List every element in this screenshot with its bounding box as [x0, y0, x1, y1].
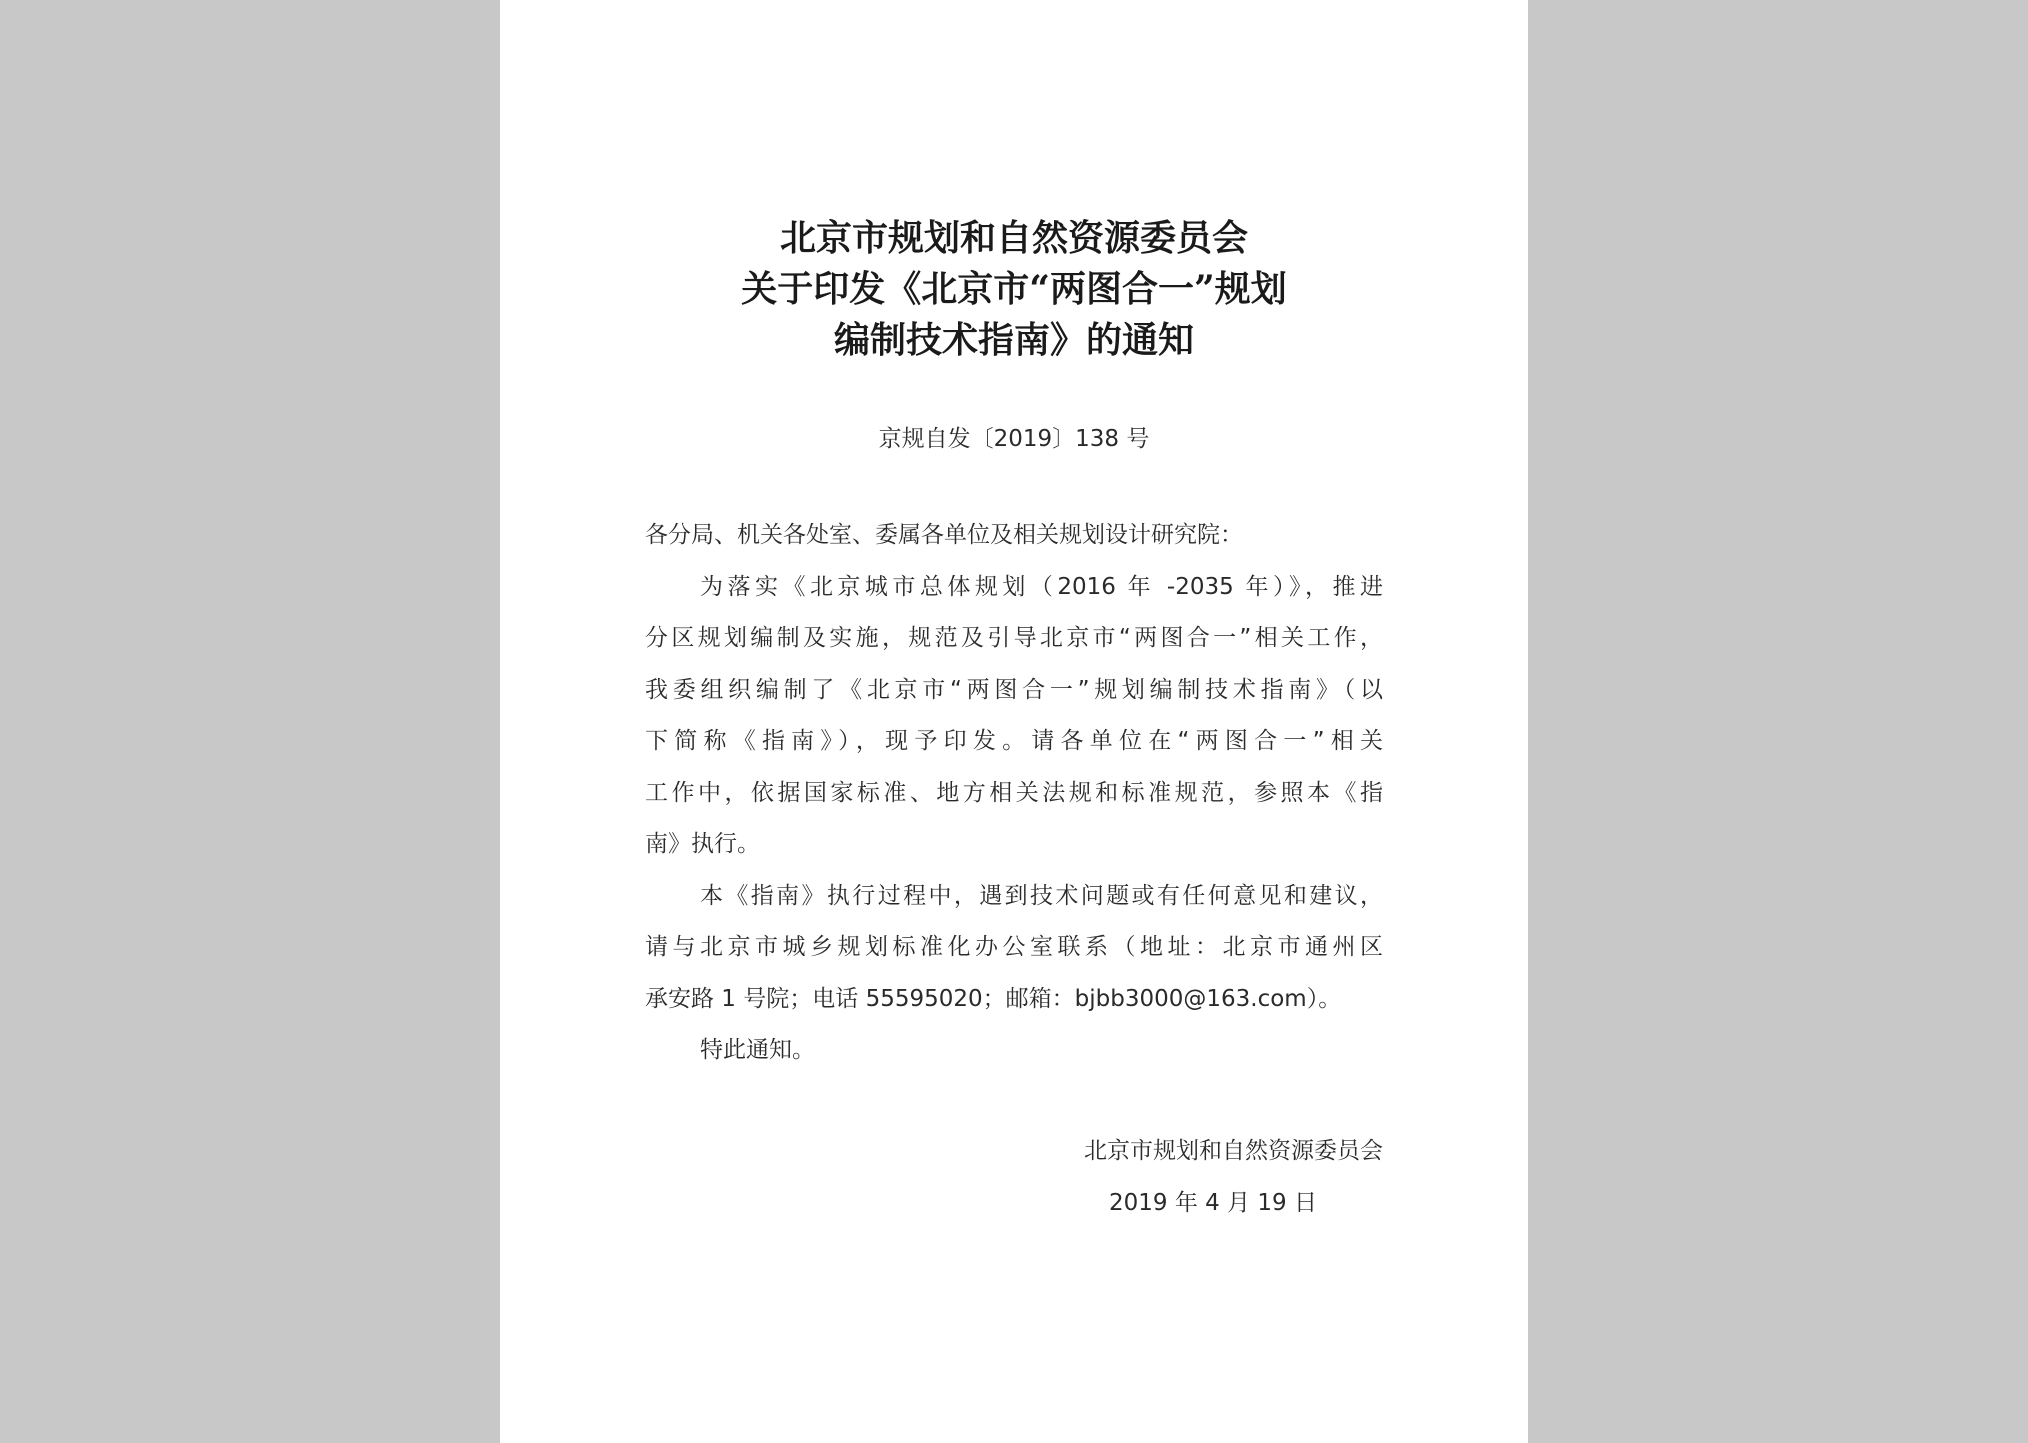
paragraph2-line-3: 承安路 1 号院；电话 55595020；邮箱：bjbb3000@163.com）。 — [645, 986, 1342, 1012]
title-line-1: 北京市规划和自然资源委员会 — [779, 217, 1248, 259]
closing-line: 特此通知。 — [700, 1037, 815, 1063]
signature-organization: 北京市规划和自然资源委员会 — [1084, 1138, 1383, 1164]
signature-date: 2019 年 4 月 19 日 — [1109, 1190, 1317, 1216]
title-line-2: 关于印发《北京市“两图合一”规划 — [741, 268, 1287, 310]
paragraph1-line-2: 分区规划编制及实施，规范及引导北京市“两图合一”相关工作， — [645, 625, 1383, 651]
salutation: 各分局、机关各处室、委属各单位及相关规划设计研究院： — [645, 522, 1243, 548]
paragraph1-line-3: 我委组织编制了《北京市“两图合一”规划编制技术指南》（以 — [645, 677, 1383, 703]
paragraph1-line-6: 南》执行。 — [645, 831, 760, 857]
paragraph2-line-1: 本《指南》执行过程中，遇到技术问题或有任何意见和建议， — [700, 883, 1383, 909]
paragraph1-line-1: 为落实《北京城市总体规划（2016 年 -2035 年）》，推进 — [700, 574, 1383, 600]
paragraph2-line-2: 请与北京市城乡规划标准化办公室联系（地址：北京市通州区 — [645, 934, 1383, 960]
document-number: 京规自发〔2019〕138 号 — [878, 426, 1150, 452]
document-page — [500, 0, 1528, 1443]
paragraph1-line-4: 下简称《指南》），现予印发。请各单位在“两图合一”相关 — [645, 728, 1383, 754]
paragraph1-line-5: 工作中，依据国家标准、地方相关法规和标准规范，参照本《指 — [645, 780, 1383, 806]
title-line-3: 编制技术指南》的通知 — [833, 319, 1194, 361]
